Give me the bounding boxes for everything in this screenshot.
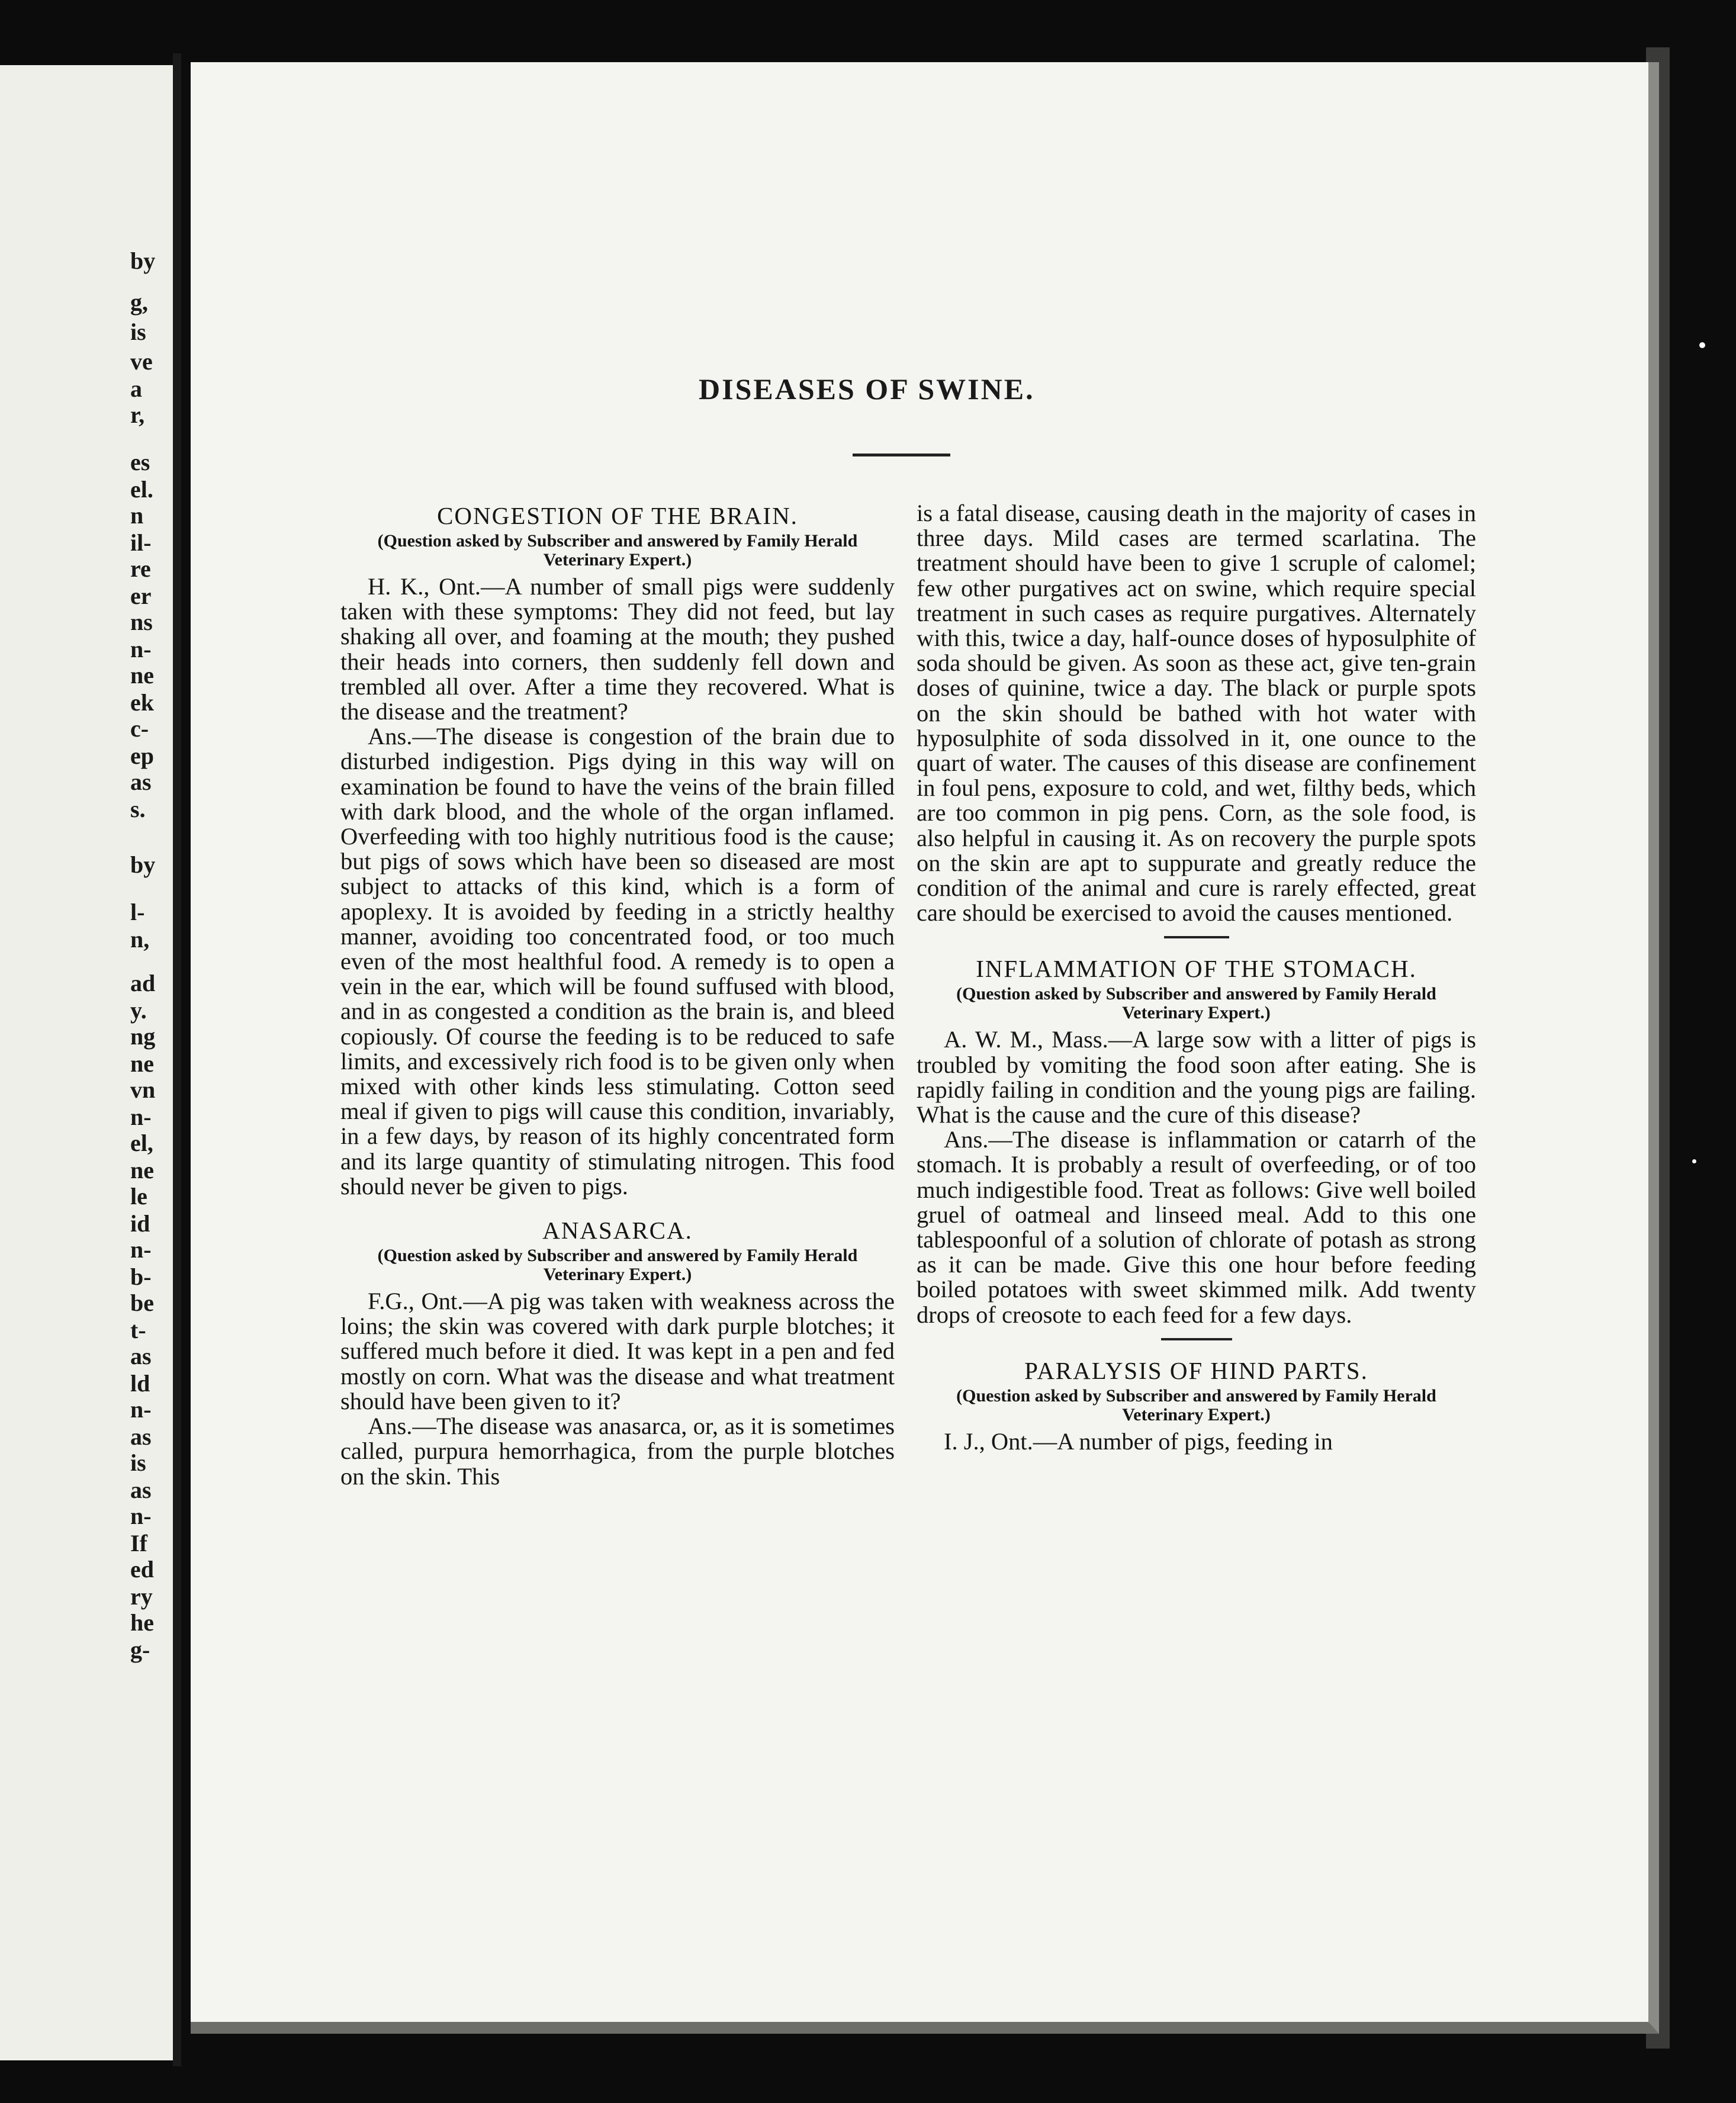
facing-page-edge [0,65,173,2060]
left-column [340,501,895,1489]
facing-page-fragment: by [130,851,156,878]
facing-page-fragment: n [130,502,144,529]
facing-page-fragment: es [130,449,150,475]
facing-page-fragment: ne [130,1050,154,1077]
facing-page-fragment: il- [130,529,152,556]
facing-page-fragment: by [130,247,156,274]
section-divider [1164,936,1229,938]
page-gutter [173,53,181,2066]
facing-page-fragment: ad [130,970,156,996]
facing-page-fragment: ns [130,609,153,635]
article-heading-anasarca: ANASARCA. [542,1217,693,1245]
facing-page-fragment: s. [130,796,146,822]
facing-page-fragment: ed [130,1556,154,1583]
facing-page-fragment: as [130,1477,152,1503]
facing-page-fragment: ek [130,689,154,716]
answer-anasarca: Ans.—The disease was anasarca, or, as it is sometimes called, purpura hemorrhagica, from the purple blotches on the skin. This [340,1413,895,1490]
section-divider [1161,1338,1232,1340]
facing-page-fragment: n- [130,1104,152,1130]
facing-page-fragment: ep [130,742,154,769]
article-credit-paralysis: (Question asked by Subscriber and answered by Family Herald Veterinary Expert.) [956,1385,1436,1424]
question-stomach: A. W. M., Mass.—A large sow with a litter of pigs is troubled by vomiting the food soon after eating. She is rapidly failing in condition and the young pigs are failing. What is the cause and the cure of this disease? [917,1026,1476,1128]
facing-page-fragment: er [130,583,152,609]
answer-anasarca-continued: is a fatal disease, causing death in the majority of cases in three days. Mild cases are termed scarlatina. The treatment should have been to give 1 scruple of calomel; few other purgatives act on swine, which require special treatment in such cases as require purgatives. Alternately with this, twice a day, half-ounce doses of hyposulphite of soda should be given. As soon as these act, give ten-grain doses of quinine, twice a day. The black or purple spots on the skin should be bathed with hot water with hyposulphite of soda dissolved in it, one ounce to the quart of water. The causes of this disease are confinement in foul pens, exposure to cold, and wet, filthy beds, which are too common in pig pens. Corn, as the sole food, is also helpful in causing it. As on recovery the purple spots on the skin are apt to suppurate and greatly reduce the condition of the animal and cure is rarely effected, great care should be exercised to avoid the causes mentioned. [917,500,1476,927]
facing-page-fragment: n- [130,636,152,663]
facing-page-fragment: he [130,1609,154,1636]
scan-speck [1692,1159,1696,1163]
facing-page-fragment: be [130,1290,154,1316]
answer-stomach: Ans.—The disease is inflammation or catarrh of the stomach. It is probably a result of overfeeding, or of too much indigestible food. Treat as follows: Give well boiled gruel of oatmeal and linseed meal. Add to this one tablespoonful of a solution of chlorate of potash as strong as it can be made. Give this one hour before feeding boiled potatoes with sweet skimmed milk. Add twenty drops of creosote to each feed for a few days. [917,1126,1476,1328]
facing-page-fragment: ld [130,1370,150,1397]
facing-page-fragment: ng [130,1023,156,1050]
facing-page-fragment: t- [130,1317,146,1343]
facing-page-fragment: ve [130,348,153,375]
facing-page-fragment: is [130,319,146,345]
facing-page-fragment: r, [130,401,145,428]
facing-page-fragment: a [130,375,142,402]
article-credit-brain: (Question asked by Subscriber and answered by Family Herald Veterinary Expert.) [377,531,858,570]
facing-page-fragment: el, [130,1130,153,1156]
answer-brain: Ans.—The disease is congestion of the brain due to disturbed indigestion. Pigs dying in this way will on examination be found to have the veins of the brain filled with dark blood, and the whole of the organ inflamed. Overfeeding with too highly nutritious food is the cause; but pigs of sows which have been so diseased are most subject to attacks of this kind, which is a form of apoplexy. It is avoided by feeding in a strictly healthy manner, avoiding too concentrated food, or too much even of the most healthful food. A remedy is to open a vein in the ear, which will be found suffused with blood, and in as congested a condition as the brain is, and bleed copiously. Of course the feeding is to be reduced to safe limits, and excessively rich food is to be given only when mixed with other kinds less stimulating. Cotton seed meal if given to pigs will cause this condition, invariably, in a few days, by reason of its highly concentrated form and its large quantity of stimulating nitrogen. This food should never be given to pigs. [340,723,895,1200]
question-brain: H. K., Ont.—A number of small pigs were suddenly taken with these symptoms: They did not feed, but lay shaking all over, and foaming at the mouth; they pushed their heads into corners, then suddenly fell down and trembled all over. After a time they recovered. What is the disease and the treatment? [340,573,895,725]
facing-page-fragment: n, [130,926,150,953]
facing-page-fragment: n- [130,1503,152,1529]
article-heading-stomach: INFLAMMATION OF THE STOMACH. [976,955,1417,983]
facing-page-fragment: If [130,1530,147,1557]
article-credit-stomach: (Question asked by Subscriber and answered by Family Herald Veterinary Expert.) [956,984,1436,1023]
facing-page-fragment: ne [130,662,154,689]
facing-page-fragment: ry [130,1583,153,1610]
facing-page-fragment: id [130,1210,150,1237]
facing-page-fragment: as [130,768,152,795]
article-heading-brain: CONGESTION OF THE BRAIN. [437,502,798,529]
facing-page-fragment: ne [130,1157,154,1184]
facing-page-fragment: n- [130,1236,152,1263]
scan-speck [1699,342,1705,348]
page-title: DISEASES OF SWINE. [699,372,1035,406]
facing-page-fragment: c- [130,715,149,742]
facing-page-fragment: l- [130,899,145,925]
facing-page-fragment: is [130,1449,146,1476]
facing-page-fragment: y. [130,997,147,1024]
article-credit-anasarca: (Question asked by Subscriber and answered by Family Herald Veterinary Expert.) [377,1246,858,1285]
facing-page-fragment: re [130,555,151,582]
facing-page-fragment: g- [130,1636,150,1663]
question-paralysis: I. J., Ont.—A number of pigs, feeding in [944,1427,1333,1455]
facing-page-fragment: vn [130,1076,156,1103]
article-heading-paralysis: PARALYSIS OF HIND PARTS. [1024,1356,1368,1384]
facing-page-fragment: n- [130,1396,152,1423]
facing-page-fragment: el. [130,476,153,503]
facing-page-fragment: g, [130,289,148,316]
facing-page-fragment: as [130,1343,152,1369]
facing-page-fragment: b- [130,1263,152,1290]
facing-page-fragment: as [130,1423,152,1450]
facing-page-fragment: le [130,1183,147,1210]
title-divider [853,454,950,456]
right-column [917,501,1476,1454]
question-anasarca: F.G., Ont.—A pig was taken with weakness across the loins; the skin was covered with dark purple blotches; it suffered much before it died. It was kept in a pen and fed mostly on corn. What was the disease and what treatment should have been given to it? [340,1288,895,1414]
